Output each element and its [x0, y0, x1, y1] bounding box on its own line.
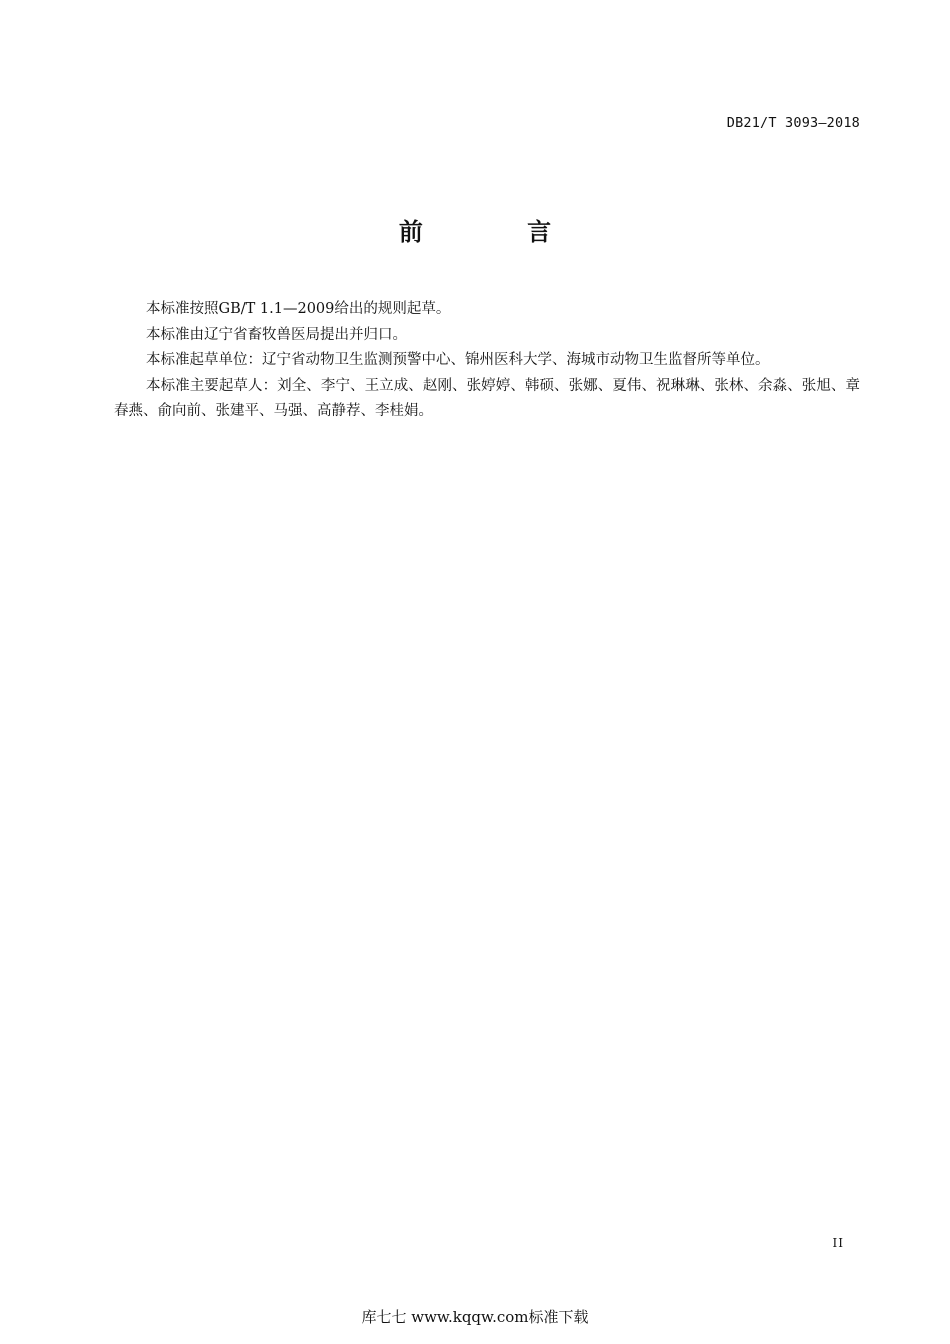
- footer-watermark: 库七七 www.kqqw.com标准下载: [361, 1308, 589, 1326]
- foreword-body: [114, 297, 860, 425]
- paragraph-drafting-units: 本标准起草单位：辽宁省动物卫生监测预警中心、锦州医科大学、海城市动物卫生监督所等单位。: [146, 352, 770, 368]
- document-code: DB21/T 3093—2018: [726, 115, 860, 131]
- page-number: II: [832, 1236, 844, 1250]
- paragraph-drafting-rules: 本标准按照GB/T 1.1—2009给出的规则起草。: [146, 301, 451, 317]
- paragraph-proposer: 本标准由辽宁省畜牧兽医局提出并归口。: [146, 326, 407, 343]
- paragraph-drafters: 本标准主要起草人：刘全、李宁、王立成、赵刚、张婷婷、韩硕、张娜、夏伟、祝琳琳、张林、余淼、张旭、章春燕、俞向前、张建平、马强、高静荐、李桂娟。: [114, 377, 860, 419]
- page-title: 前 言: [398, 218, 600, 246]
